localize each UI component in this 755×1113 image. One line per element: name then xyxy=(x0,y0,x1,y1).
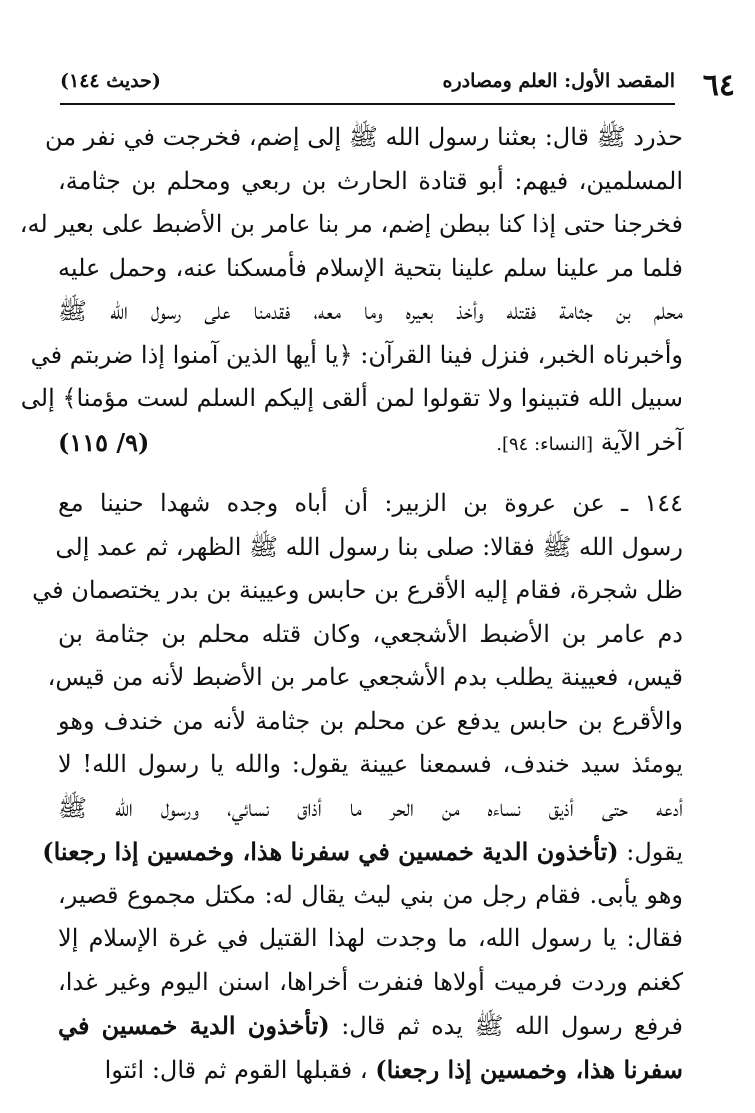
hadith-144 xyxy=(32,482,683,1091)
text-line: كغنم وردت فرميت أولاها فنفرت أخراها، اسنن اليوم وغير غدا، xyxy=(58,967,683,996)
hadith-reference: (حديث ١٤٤) xyxy=(60,70,161,92)
prophetic-quote: (تأخذون الدية خمسين في xyxy=(58,1011,330,1040)
text-line: فخرجنا حتى إذا كنا ببطن إضم، مر بنا عامر بن الأضبط على بعير له، xyxy=(19,210,683,238)
text-line xyxy=(58,1048,683,1092)
hadith-143-continuation xyxy=(19,116,683,464)
text-line: فقال: يا رسول الله، ما وجدت لهذا القتيل في غرة الإسلام إلا xyxy=(58,924,683,952)
text-line: حذرد ﷺ قال: بعثنا رسول الله ﷺ إلى إضم، فخرجت في نفر من xyxy=(45,123,683,151)
volume-page-reference: (٩/ ١١٥) xyxy=(58,427,150,457)
text-line xyxy=(58,1004,683,1048)
text-fragment: يقول: xyxy=(626,838,683,866)
text-line: ١٤٤ ـ عن عروة بن الزبير: أن أباه وجده شهدا حنينا مع xyxy=(58,489,683,517)
text-fragment: آخر الآية xyxy=(600,427,683,456)
page-header xyxy=(60,66,735,106)
text-line: أدعه حتى أذيق نساءه من الحر ما أذاق نسائي، ورسول الله ﷺ xyxy=(58,793,683,822)
running-title: المقصد الأول: العلم ومصادره xyxy=(442,70,675,92)
text-line: ظل شجرة، فقام إليه الأقرع بن حابس وعيينة بن بدر يختصمان في xyxy=(32,576,683,604)
text-line: سبيل الله فتبينوا ولا تقولوا لمن ألقى إليكم السلم لست مؤمنا﴾ إلى xyxy=(20,384,683,412)
text-line: فلما مر علينا سلم علينا بتحية الإسلام فأمسكنا عنه، وحمل عليه xyxy=(58,253,683,282)
text-fragment: فرفع رسول الله ﷺ يده ثم قال: xyxy=(341,1012,683,1040)
text-line: وأخبرناه الخبر، فنزل فينا القرآن: ﴿يا أيها الذين آمنوا إذا ضربتم في xyxy=(30,340,683,369)
quran-citation: [النساء: ٩٤]. xyxy=(496,433,594,455)
text-line: يومئذ سيد خندف، فسمعنا عيينة يقول: والله يا رسول الله! لا xyxy=(58,750,683,778)
page-number: ٦٤ xyxy=(702,68,735,103)
prophetic-quote: (تأخذون الدية خمسين في سفرنا هذا، وخمسين إذا رجعنا) xyxy=(42,837,619,866)
text-line: وهو يأبى. فقام رجل من بني ليث يقال له: مكتل مجموع قصير، xyxy=(58,880,683,909)
reference-line xyxy=(58,421,683,465)
text-line: دم عامر بن الأضبط الأشجعي، وكان قتله محلم بن جثامة بن xyxy=(58,619,683,648)
header-rule xyxy=(60,103,675,105)
text-line: محلم بن جثامة فقتله وأخذ بعيره وما معه، فقدمنا على رسول الله ﷺ xyxy=(58,297,683,325)
text-line: قيس، فعيينة يطلب بدم الأشجعي عامر بن الأضبط لأنه من قيس، xyxy=(47,663,683,691)
text-line xyxy=(42,830,683,874)
verse-reference-text xyxy=(496,421,683,465)
text-line: رسول الله ﷺ فقالا: صلى بنا رسول الله ﷺ الظهر، ثم عمد إلى xyxy=(55,532,683,561)
prophetic-quote: سفرنا هذا، وخمسين إذا رجعنا) xyxy=(375,1054,683,1084)
text-line: والأقرع بن حابس يدفع عن محلم بن جثامة لأنه من خندف وهو xyxy=(58,706,683,735)
text-line: المسلمين، فيهم: أبو قتادة الحارث بن ربعي ومحلم بن جثامة، xyxy=(58,166,683,195)
text-fragment: ، فقبلها القوم ثم قال: ائتوا xyxy=(104,1055,368,1084)
